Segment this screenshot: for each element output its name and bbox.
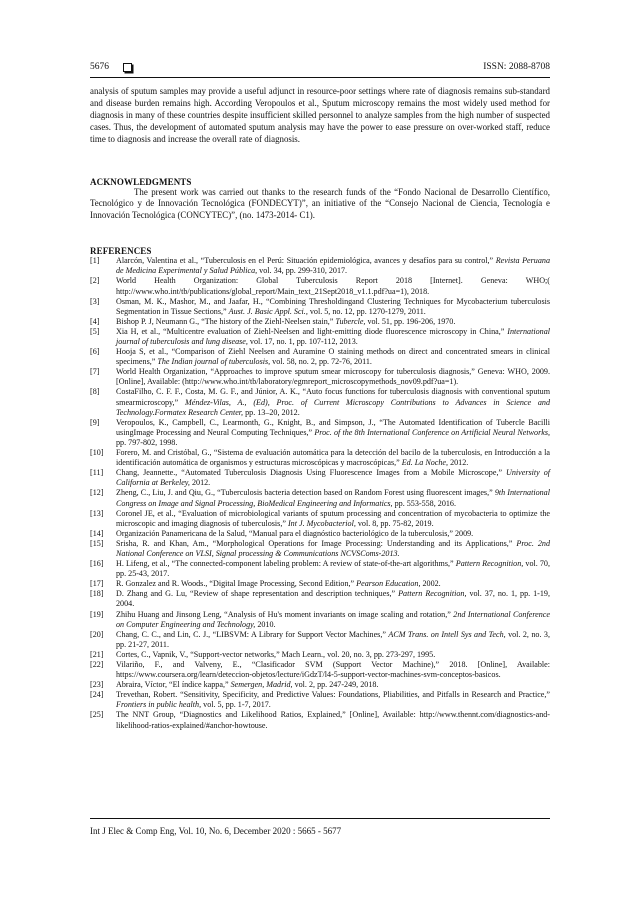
references-heading: REFERENCES — [90, 246, 152, 257]
running-header — [90, 60, 550, 74]
reference-details: vol. 2, no. 3, pp. 21-27, 2011. — [116, 629, 550, 649]
intro-paragraph: analysis of sputum samples may provide a useful adjunct in resource-poor settings where rate of diagnosis remains sub-standard and disease burden remains high. According Veropoulos et al., Sputum microscopy remains the most widely used method for diagnosis in many of these countries despite insufficient skilled personnel to analyze samples from the high number of suspected cases. Thus, the development of automated sputum analysis may have the power to ease pressure on over-worked staff, reduce time to diagnosis and increase the overall rate of diagnosis. — [90, 86, 550, 144]
reference-details: vol. 51, pp. 196-206, 1970. — [365, 316, 456, 326]
reference-details: vol. 5, pp. 1-7, 2017. — [201, 700, 271, 710]
reference-source: International journal of tuberculosis and lung disease, — [116, 326, 550, 346]
reference-number: [25] — [90, 710, 104, 720]
reference-text — [116, 448, 550, 468]
reference-body: Osman, M. K., Mashor, M., and Jaafar, H., “Combining Thresholdingand Clustering Techniques for Mycobacterium tuberculosis Segmentation in Tissue Sections,” — [116, 296, 550, 316]
reference-details: pp. 553-558, 2016. — [392, 498, 456, 508]
reference-number: [17] — [90, 579, 104, 589]
reference-source: Int J. Mycobacteriol, — [287, 518, 356, 528]
running-footer: Int J Elec & Comp Eng, Vol. 10, No. 6, December 2020 : 5665 - 5677 — [90, 826, 342, 836]
reference-item — [90, 509, 550, 529]
references-list — [90, 256, 550, 730]
reference-body: Zhihu Huang and Jinsong Leng, “Analysis of Hu's moment invariants on image scaling and rotation,” — [116, 609, 454, 619]
reference-body: Cortes, C., Vapnik, V., “Support-vector networks,” Mach Learn., vol. 20, no. 3, pp. 273-297, 1995. — [116, 649, 436, 659]
reference-source: Aust. J. Basic Appl. Sci., — [228, 306, 308, 316]
reference-body: World Health Organization, “Approaches to improve sputum smear microscopy for tuberculosis diagnosis,” Geneva: WHO, 2009. [Online], Available: (http://www.who.int/tb/laboratory/egmreport_microscopymethods_nov09.pdf?ua=1). — [116, 367, 550, 387]
reference-number: [16] — [90, 559, 104, 569]
reference-item — [90, 630, 550, 650]
reference-number: [6] — [90, 347, 100, 357]
page-number: 5676 — [90, 62, 109, 72]
reference-item — [90, 468, 550, 488]
reference-body: Trevethan, Robert. “Sensitivity, Specificity, and Predictive Values: Foundations, Pliabilities, and Pitfalls in Research and Practice,” — [116, 690, 550, 700]
acknowledgments-text: The present work was carried out thanks to the research funds of the “Fondo Nacional de Desarrollo Científico, Tecnológico y de Innovación Tecnológica (FONDECYT)”, an initiative of the “Consejo Nacional de Ciencia, Tecnología e Innovación Tecnológica (CONCYTEC)”, (no. 1473-2014- C1). — [90, 186, 550, 221]
reference-item — [90, 367, 550, 387]
reference-body: World Health Organization: Global Tuberculosis Report 2018 [Internet]. Geneva: WHO;( http://www.who.int/tb/publications/global_report/Main_text_21Sept2018_v1.1.pdf?ua=1), 2018. — [116, 276, 550, 296]
reference-details: vol. 2, pp. 247-249, 2018. — [292, 680, 379, 690]
reference-number: [8] — [90, 387, 100, 397]
reference-item — [90, 529, 550, 539]
reference-details: vol. 37, no. 1, pp. 1-19, 2004. — [116, 589, 550, 609]
reference-body: CostaFilho, C. F. F., Costa, M. G. F., and Júnior, A. K., “Auto focus functions for tuberculosis diagnosis with conventional sputum smearmicroscopy,” — [116, 387, 550, 407]
reference-item — [90, 660, 550, 680]
reference-text — [116, 418, 550, 448]
reference-number: [1] — [90, 256, 100, 266]
reference-item — [90, 327, 550, 347]
reference-number: [23] — [90, 680, 104, 690]
reference-source: 2nd International Conference on Computer Engineering and Technology, — [116, 609, 550, 629]
reference-item — [90, 610, 550, 630]
acknowledgments-heading: ACKNOWLEDGMENTS — [90, 176, 192, 187]
reference-item — [90, 488, 550, 508]
reference-item — [90, 690, 550, 710]
reference-item — [90, 387, 550, 417]
reference-body: H. Lifeng, et al., “The connected-component labeling problem: A review of state-of-the-art algorithms,” — [116, 559, 456, 569]
reference-body: Bishop P. J, Neumann G., “The history of the Ziehl-Neelsen stain,” — [116, 316, 336, 326]
reference-source: The Indian journal of tuberculosis, — [157, 357, 271, 367]
reference-body: Vilariño, F., and Valveny, E., “Clasificador SVM (Support Vector Machine),” 2018. [Online], Available: https://www.coursera.org/learn/deteccion-objetos/lecture/iGdzT/l4-5-support-vector-machines-svm-conceptos-basicos. — [116, 660, 550, 680]
reference-text — [116, 327, 550, 347]
reference-body: Alarcón, Valentina et al., “Tuberculosis en el Perú: Situación epidemiológica, avances y desafíos para su control,” — [116, 256, 496, 266]
reference-body: Srisha, R. and Khan, Am., “Morphological Operations for Image Processing: Understanding and its Applications,” — [116, 538, 517, 548]
reference-source: University of California at Berkeley, — [116, 468, 550, 488]
issn: ISSN: 2088-8708 — [483, 62, 550, 72]
reference-body: Hooja S, et al., “Comparison of Ziehl Neelsen and Auramine O staining methods on direct and concentrated smears in clinical specimens,” — [116, 347, 550, 367]
reference-body: R. Gonzalez and R. Woods., “Digital Image Processing, Second Edition,” — [116, 579, 357, 589]
reference-source: ACM Trans. on Intell Sys and Tech, — [388, 629, 506, 639]
reference-text — [116, 317, 550, 327]
reference-text — [116, 630, 550, 650]
reference-body: Chang, C. C., and Lin, C. J., “LIBSVM: A Library for Support Vector Machines,” — [116, 629, 389, 639]
reference-text — [116, 347, 550, 367]
reference-details: vol. 58, no. 2, pp. 72-76, 2011. — [270, 357, 372, 367]
reference-item — [90, 680, 550, 690]
reference-number: [20] — [90, 629, 104, 639]
reference-source: Ed. La Noche, — [401, 458, 449, 468]
page-body — [90, 86, 550, 731]
reference-source: Pearson Education, — [356, 579, 421, 589]
reference-details: vol. 70, pp. 25-43, 2017. — [116, 559, 551, 579]
reference-body: The NNT Group, “Diagnostics and Likelihood Ratios, Explained,” [Online], Available: http://www.thennt.com/diagnostics-and-likelihood-ratios-explained/#anchor-howtouse. — [116, 710, 550, 730]
reference-source: 9th International Congress on Image and Signal Processing, BioMedical Engineering and Informatics, — [116, 488, 550, 508]
reference-text — [116, 367, 550, 387]
reference-details: pp. 13–20, 2012. — [243, 407, 300, 417]
reference-body: Chang, Jeannette., “Automated Tuberculosis Diagnosis Using Fluorescence Images from a Mobile Microscope,” — [116, 468, 507, 478]
reference-number: [9] — [90, 417, 100, 427]
reference-text — [116, 579, 550, 589]
reference-text — [116, 690, 550, 710]
reference-source: Méndez-Vilas, A., (Ed), Proc. of Current Microscopy Contributions to Advances in Science and Technology.Formatex Research Center, — [116, 397, 551, 417]
reference-number: [3] — [90, 296, 100, 306]
reference-text — [116, 610, 550, 630]
reference-number: [18] — [90, 589, 104, 599]
reference-number: [24] — [90, 690, 104, 700]
reference-body: D. Zhang and G. Lu, “Review of shape representation and description techniques,” — [116, 589, 399, 599]
reference-text — [116, 387, 550, 417]
reference-number: [11] — [90, 468, 104, 478]
reference-text — [116, 297, 550, 317]
reference-details: 2010. — [255, 619, 276, 629]
reference-number: [22] — [90, 660, 104, 669]
reference-number: [4] — [90, 316, 100, 326]
reference-text — [116, 256, 550, 276]
reference-body: Coronel JE, et al., “Evaluation of microbiological variants of sputum processing and concentration of mycobacteria to optimize the microscopic and imaging diagnosis of tuberculosis,” — [116, 508, 550, 528]
reference-item — [90, 559, 550, 579]
reference-text — [116, 680, 550, 690]
reference-details: vol. 5, no. 12, pp. 1270-1279, 2011. — [307, 306, 426, 316]
reference-details: 2012. — [448, 458, 469, 468]
reference-source: Pattern Recognition, — [398, 589, 467, 599]
reference-number: [13] — [90, 508, 104, 518]
reference-source: Semergen, Madrid, — [230, 680, 293, 690]
reference-item — [90, 539, 550, 559]
reference-number: [10] — [90, 448, 104, 458]
reference-item — [90, 650, 550, 660]
reference-body: Abraira, Víctor, “El índice kappa,” — [116, 680, 231, 690]
checkbox-square-icon — [123, 63, 132, 72]
reference-text — [116, 660, 550, 680]
reference-text — [116, 276, 550, 296]
reference-item — [90, 710, 550, 730]
reference-source: Revista Peruana de Medicina Experimental y Salud Pública, — [116, 256, 550, 276]
reference-text — [116, 559, 550, 579]
reference-details: vol. 34, pp. 299-310, 2017. — [257, 266, 348, 276]
reference-body: Organización Panamericana de la Salud, “Manual para el diagnóstico bacteriológico de la tuberculosis,” 2009. — [116, 528, 474, 538]
reference-item — [90, 297, 550, 317]
reference-item — [90, 276, 550, 296]
reference-text — [116, 509, 550, 529]
reference-item — [90, 418, 550, 448]
reference-details: 2012. — [189, 478, 211, 488]
reference-source: Proc. 2nd National Conference on VLSI, Signal processing & Communications NCVSComs-2013. — [116, 538, 550, 558]
reference-item — [90, 317, 550, 327]
reference-number: [2] — [90, 276, 100, 286]
reference-number: [15] — [90, 538, 104, 548]
reference-source: Tubercle, — [335, 316, 366, 326]
reference-details: vol. 17, no. 1, pp. 107-112, 2013. — [247, 337, 358, 346]
reference-details: vol. 8, pp. 75-82, 2019. — [355, 518, 434, 528]
header-rule — [90, 77, 550, 78]
reference-item — [90, 579, 550, 589]
reference-text — [116, 539, 550, 559]
reference-body: Zheng, C., Liu, J. and Qiu, G., “Tuberculosis bacteria detection based on Random Forest using fluorescent images,” — [116, 488, 495, 498]
reference-text — [116, 710, 550, 730]
reference-source: Pattern Recognition, — [455, 559, 524, 569]
reference-item — [90, 256, 550, 276]
reference-body: Xia H, et al., “Multicentre evaluation of Ziehl-Neelsen and light-emitting diode fluorescence microscopy in China,” — [116, 326, 508, 336]
reference-text — [116, 589, 550, 609]
reference-details: 2002. — [420, 579, 441, 589]
reference-number: [5] — [90, 326, 100, 336]
reference-source: Proc. of the 8th International Conference on Artificial Neural Networks, — [314, 427, 550, 437]
reference-item — [90, 448, 550, 468]
reference-number: [21] — [90, 649, 104, 659]
reference-text — [116, 529, 550, 539]
reference-text — [116, 488, 550, 508]
reference-number: [12] — [90, 488, 104, 498]
reference-number: [19] — [90, 609, 104, 619]
reference-text — [116, 468, 550, 488]
reference-body: Forero, M. and Cristóbal, G., “Sistema de evaluación automática para la detección del bacilo de la tuberculosis, en Introducción a la identificación automática de organismos y estructuras microscópicas y macroscópicas,” — [116, 448, 550, 468]
reference-number: [14] — [90, 528, 104, 538]
reference-number: [7] — [90, 367, 100, 377]
reference-details: pp. 797-802, 1998. — [116, 437, 178, 447]
reference-text — [116, 650, 550, 660]
footer-rule — [90, 818, 550, 819]
reference-source: Frontiers in public health, — [116, 700, 202, 710]
reference-item — [90, 347, 550, 367]
reference-item — [90, 589, 550, 609]
reference-body: Veropoulos, K., Campbell, C., Learmonth, G., Knight, B., and Simpson, J., “The Automated Identification of Tubercle Bacilli usingImage Processing and Neural Computing Techniques,” — [116, 417, 550, 437]
